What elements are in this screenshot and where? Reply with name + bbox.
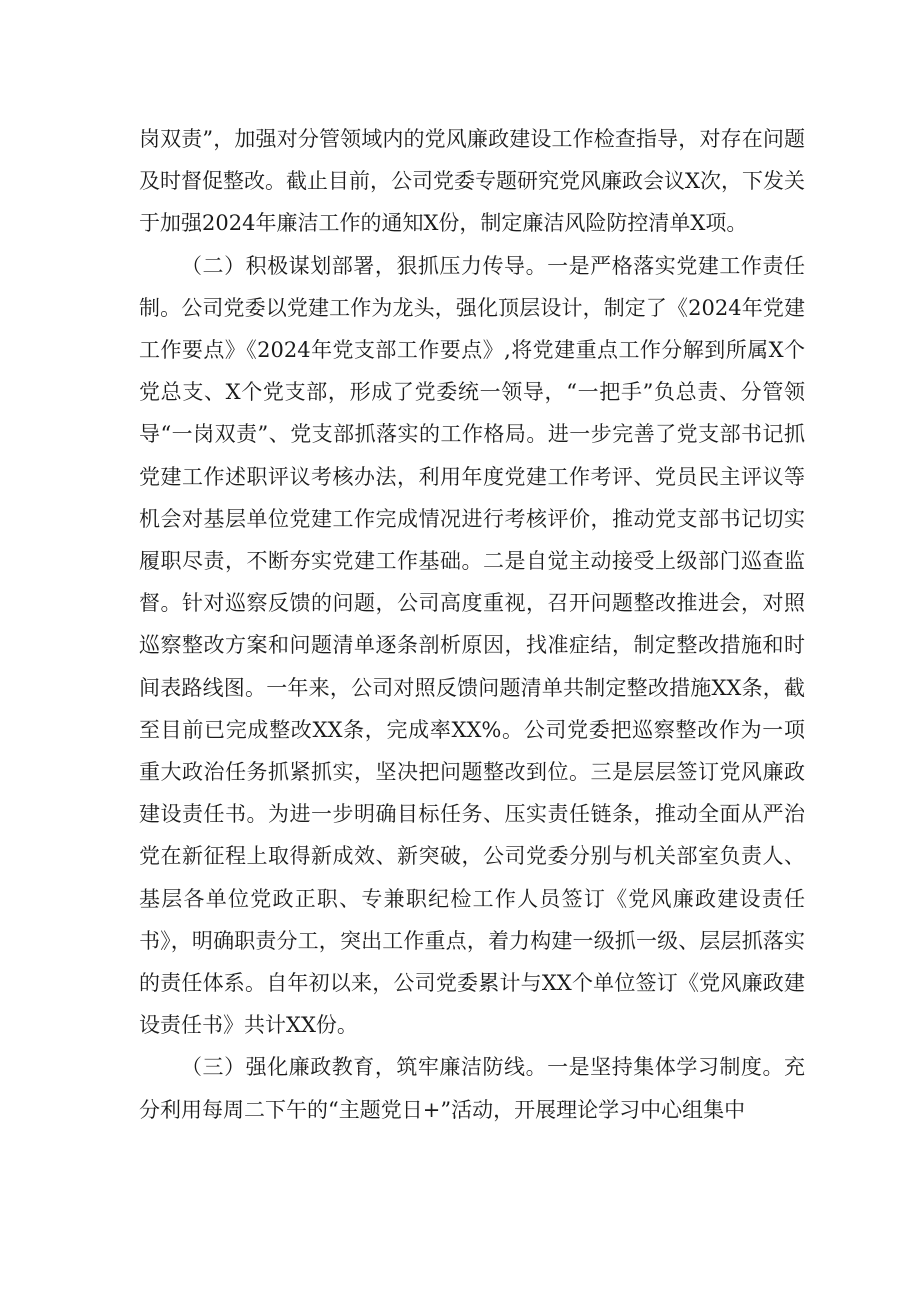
paragraph-continued: 岗双责”，加强对分管领域内的党风廉政建设工作检查指导，对存在问题及时督促整改。截止目前，公司党委专题研究党风廉政会议X次，下发关于加强2024年廉洁工作的通知X份，制定廉洁风险防控清单X项。 [139, 127, 805, 236]
paragraph-section-three: （三）强化廉政教育，筑牢廉洁防线。一是坚持集体学习制度。充分利用每周二下午的“主题党日+”活动，开展理论学习中心组集中 [139, 1055, 805, 1122]
paragraph-section-two: （二）积极谋划部署，狠抓压力传导。一是严格落实党建工作责任制。公司党委以党建工作为龙头，强化顶层设计，制定了《2024年党建工作要点》《2024年党支部工作要点》,将党建重点工作分解到所属X个党总支、X个党支部，形成了党委统一领导，“一把手”负总责、分管领导“一岗双责”、党支部抓落实的工作格局。进一步完善了党支部书记抓党建工作述职评议考核办法，利用年度党建工作考评、党员民主评议等机会对基层单位党建工作完成情况进行考核评价，推动党支部书记切实履职尽责，不断夯实党建工作基础。二是自觉主动接受上级部门巡查监督。针对巡察反馈的问题，公司高度重视，召开问题整改推进会，对照巡察整改方案和问题清单逐条剖析原因，找准症结，制定整改措施和时间表路线图。一年来，公司对照反馈问题清单共制定整改措施XX条，截至目前已完成整改XX条，完成率XX%。公司党委把巡察整改作为一项重大政治任务抓紧抓实，坚决把问题整改到位。三是层层签订党风廉政建设责任书。为进一步明确目标任务、压实责任链条，推动全面从严治党在新征程上取得新成效、新突破，公司党委分别与机关部室负责人、基层各单位党政正职、专兼职纪检工作人员签订《党风廉政建设责任书》，明确职责分工，突出工作重点，着力构建一级抓一级、层层抓落实的责任体系。自年初以来，公司党委累计与XX个单位签订《党风廉政建设责任书》共计XX份。 [139, 253, 805, 1038]
document-body [139, 118, 805, 1131]
